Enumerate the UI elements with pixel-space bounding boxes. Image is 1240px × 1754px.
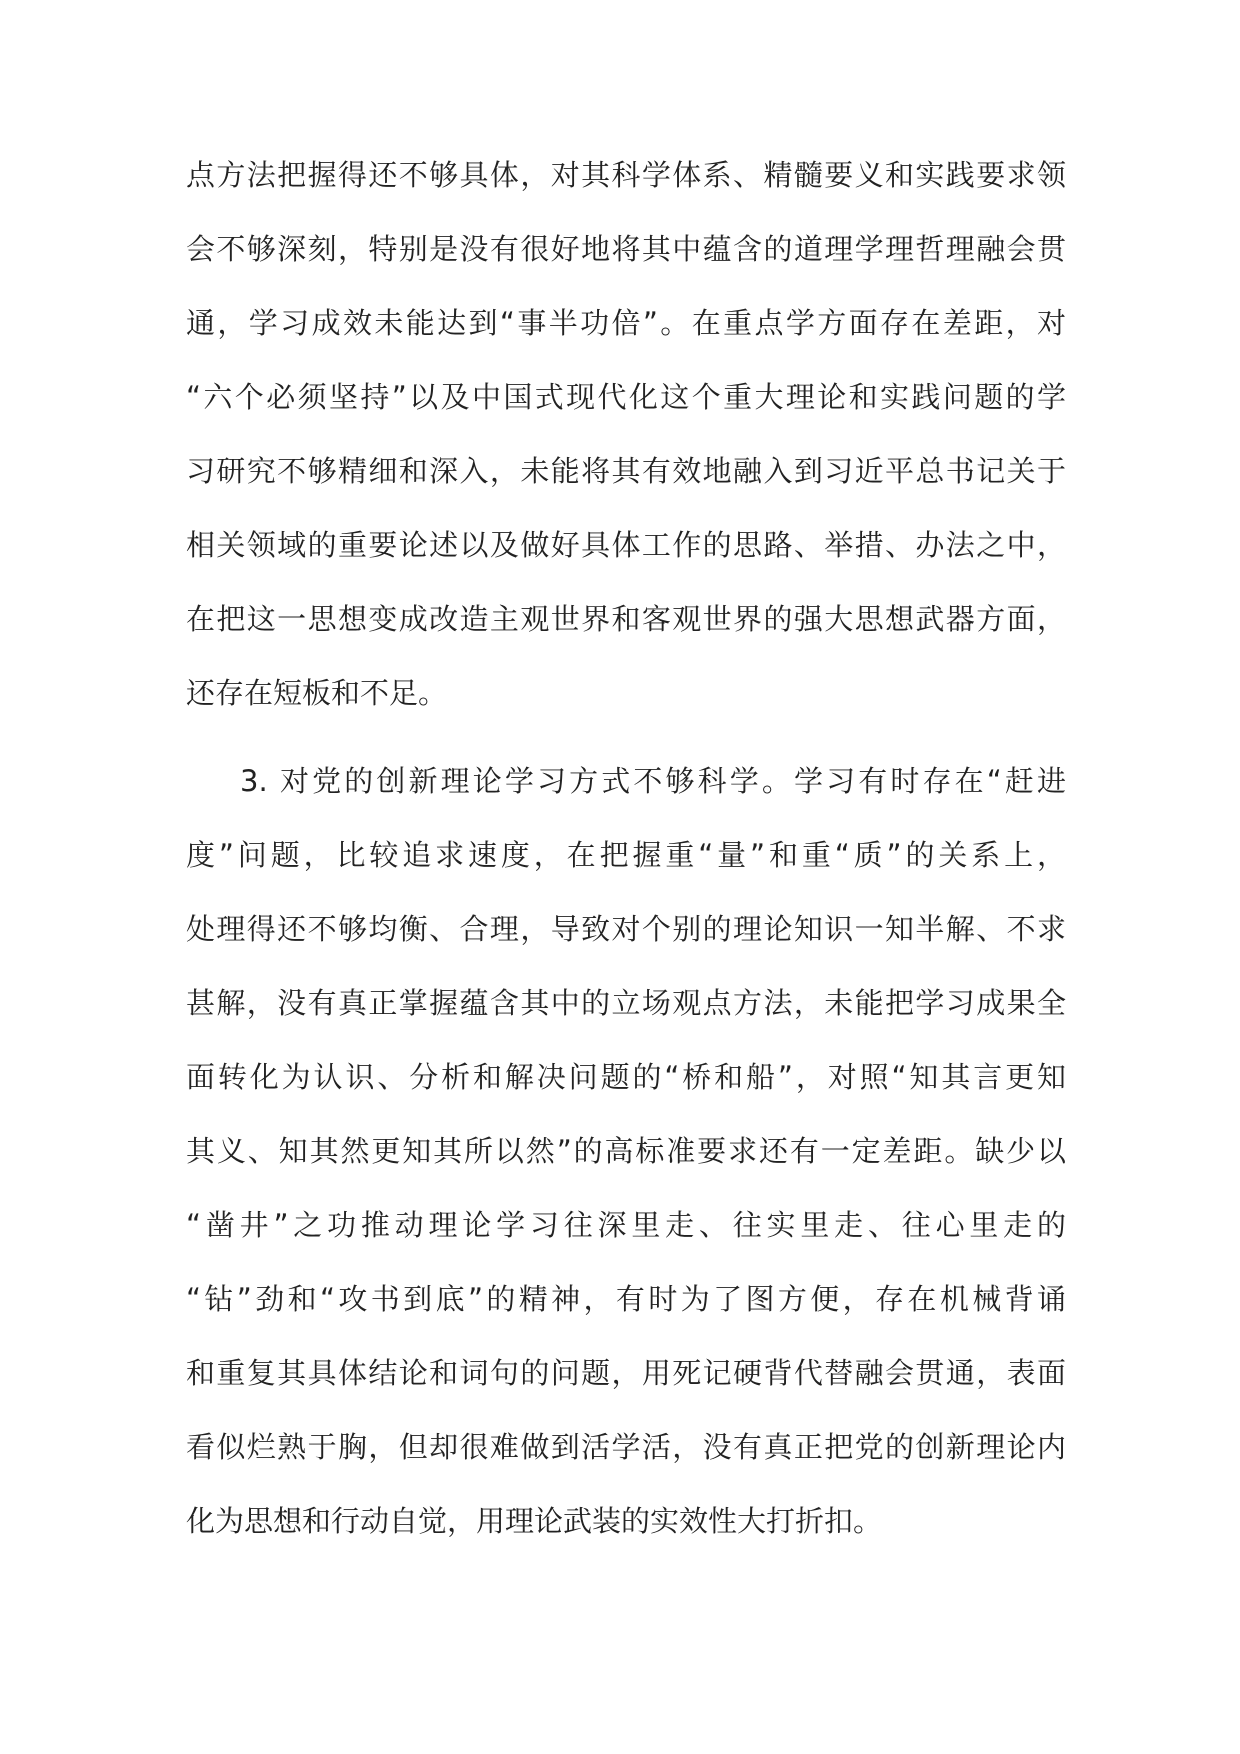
paragraph-1-line-3: 通，学习成效未能达到“事半功倍”。在重点学方面存在差距，对	[186, 306, 1066, 340]
paragraph-2-line-3: 处理得还不够均衡、合理，导致对个别的理论知识一知半解、不求	[186, 912, 1066, 946]
paragraph-2-line-2: 度”问题，比较追求速度，在把握重“量”和重“质”的关系上，	[186, 838, 1066, 872]
paragraph-1-line-2: 会不够深刻，特别是没有很好地将其中蕴含的道理学理哲理融会贯	[186, 232, 1066, 266]
paragraph-2-line-11: 化为思想和行动自觉，用理论武装的实效性大打折扣。	[186, 1504, 883, 1538]
paragraph-2-line-7: “凿井”之功推动理论学习往深里走、往实里走、往心里走的	[186, 1208, 1066, 1242]
paragraph-1-line-6: 相关领域的重要论述以及做好具体工作的思路、举措、办法之中，	[186, 528, 1066, 562]
paragraph-2-line-1: 3. 对党的创新理论学习方式不够科学。学习有时存在“赶进	[240, 764, 1066, 798]
paragraph-2-line-10: 看似烂熟于胸，但却很难做到活学活，没有真正把党的创新理论内	[186, 1430, 1066, 1464]
paragraph-1-line-7: 在把这一思想变成改造主观世界和客观世界的强大思想武器方面，	[186, 602, 1066, 636]
paragraph-2-line-9: 和重复其具体结论和词句的问题，用死记硬背代替融会贯通，表面	[186, 1356, 1066, 1390]
paragraph-2-line-5: 面转化为认识、分析和解决问题的“桥和船”，对照“知其言更知	[186, 1060, 1066, 1094]
paragraph-1-line-4: “六个必须坚持”以及中国式现代化这个重大理论和实践问题的学	[186, 380, 1066, 414]
paragraph-2-line-8: “钻”劲和“攻书到底”的精神，有时为了图方便，存在机械背诵	[186, 1282, 1066, 1316]
paragraph-1-line-5: 习研究不够精细和深入，未能将其有效地融入到习近平总书记关于	[186, 454, 1066, 488]
paragraph-2-line-6: 其义、知其然更知其所以然”的高标准要求还有一定差距。缺少以	[186, 1134, 1066, 1168]
paragraph-1-line-8: 还存在短板和不足。	[186, 676, 448, 710]
paragraph-2-line-4: 甚解，没有真正掌握蕴含其中的立场观点方法，未能把学习成果全	[186, 986, 1066, 1020]
paragraph-1-line-1: 点方法把握得还不够具体，对其科学体系、精髓要义和实践要求领	[186, 158, 1066, 192]
